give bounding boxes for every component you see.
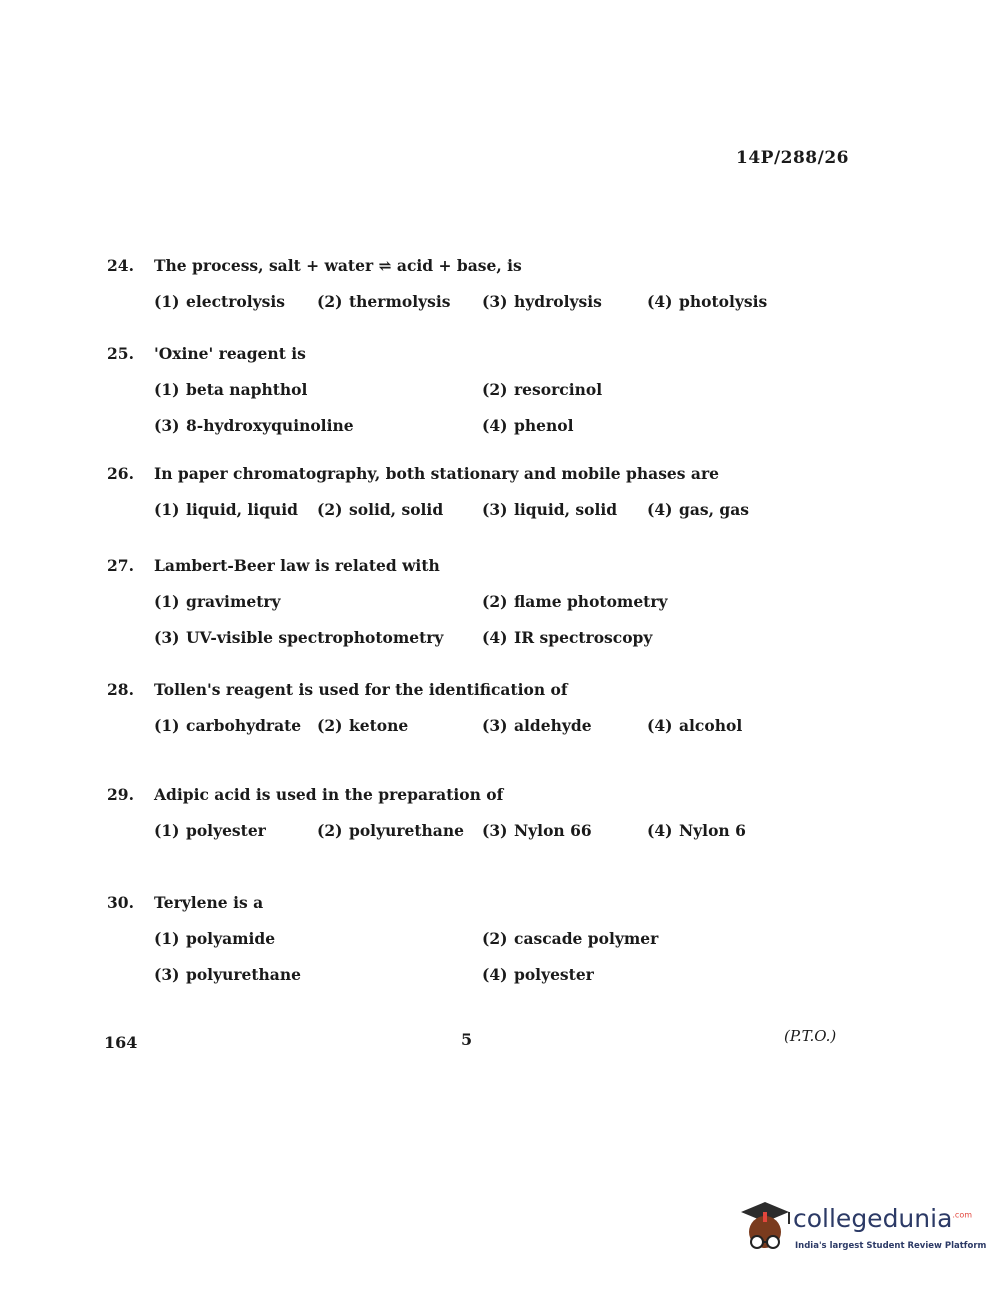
- question-5: [107, 785, 867, 857]
- option-text: aldehyde: [514, 716, 592, 735]
- option-2: [482, 592, 668, 611]
- option-row: [107, 628, 867, 664]
- option-row: [107, 821, 867, 857]
- options: [107, 500, 867, 536]
- option-text: polyamide: [186, 929, 276, 948]
- collegedunia-logo: [735, 1198, 987, 1260]
- option-number: (2): [482, 929, 508, 948]
- option-number: (4): [482, 628, 508, 647]
- option-1: [154, 716, 301, 735]
- question-header: [107, 464, 867, 488]
- question-text: Lambert-Beer law is related with: [154, 556, 440, 575]
- option-1: [154, 821, 266, 840]
- question-number: 27.: [107, 556, 134, 575]
- option-row: [107, 965, 867, 1001]
- option-text: ketone: [349, 716, 409, 735]
- question-2: [107, 464, 867, 536]
- option-3: [482, 821, 592, 840]
- option-row: [107, 292, 867, 328]
- option-text: alcohol: [679, 716, 743, 735]
- option-text: polyester: [186, 821, 266, 840]
- option-number: (2): [482, 380, 508, 399]
- option-3: [154, 628, 443, 647]
- option-number: (4): [647, 500, 673, 519]
- option-number: (1): [154, 292, 180, 311]
- question-header: [107, 785, 867, 809]
- option-row: [107, 716, 867, 752]
- option-text: liquid, solid: [514, 500, 618, 519]
- option-4: [482, 628, 652, 647]
- option-number: (2): [317, 716, 343, 735]
- option-text: solid, solid: [349, 500, 444, 519]
- option-text: gas, gas: [679, 500, 750, 519]
- option-2: [482, 380, 602, 399]
- question-header: [107, 256, 867, 280]
- options: [107, 929, 867, 1001]
- option-text: carbohydrate: [186, 716, 302, 735]
- question-4: [107, 680, 867, 752]
- option-number: (1): [154, 500, 180, 519]
- option-text: polyurethane: [349, 821, 464, 840]
- pto-label: (P.T.O.): [784, 1027, 837, 1045]
- option-number: (1): [154, 380, 180, 399]
- question-number: 24.: [107, 256, 134, 275]
- option-number: (4): [647, 292, 673, 311]
- option-row: [107, 380, 867, 416]
- option-number: (3): [482, 292, 508, 311]
- option-text: Nylon 66: [514, 821, 592, 840]
- question-text: In paper chromatography, both stationary and mobile phases are: [154, 464, 719, 483]
- option-text: polyurethane: [186, 965, 301, 984]
- option-text: beta naphthol: [186, 380, 308, 399]
- option-1: [154, 380, 307, 399]
- option-number: (4): [482, 965, 508, 984]
- option-number: (3): [482, 500, 508, 519]
- question-number: 28.: [107, 680, 134, 699]
- options: [107, 592, 867, 664]
- option-2: [317, 821, 464, 840]
- question-0: [107, 256, 867, 328]
- question-header: [107, 556, 867, 580]
- question-text: Tollen's reagent is used for the identification of: [154, 680, 568, 699]
- option-text: gravimetry: [186, 592, 281, 611]
- option-number: (2): [317, 500, 343, 519]
- option-1: [154, 292, 285, 311]
- option-4: [647, 500, 749, 519]
- option-text: electrolysis: [186, 292, 285, 311]
- option-1: [154, 500, 298, 519]
- option-number: (1): [154, 821, 180, 840]
- question-text: Terylene is a: [154, 893, 264, 912]
- option-2: [317, 500, 443, 519]
- option-text: polyester: [514, 965, 594, 984]
- option-4: [482, 965, 594, 984]
- option-row: [107, 416, 867, 452]
- option-2: [317, 716, 408, 735]
- option-row: [107, 500, 867, 536]
- option-text: phenol: [514, 416, 574, 435]
- option-2: [317, 292, 450, 311]
- option-text: photolysis: [679, 292, 768, 311]
- logo-tagline: India's largest Student Review Platform: [795, 1241, 987, 1251]
- page-number: 5: [461, 1030, 473, 1049]
- option-number: (3): [154, 965, 180, 984]
- logo-name: collegedunia$^{.com}$: [793, 1204, 973, 1233]
- option-text: IR spectroscopy: [514, 628, 653, 647]
- option-number: (3): [482, 821, 508, 840]
- option-text: resorcinol: [514, 380, 603, 399]
- option-row: [107, 592, 867, 628]
- option-4: [647, 292, 767, 311]
- option-3: [482, 292, 602, 311]
- option-number: (3): [154, 416, 180, 435]
- question-text: The process, salt + water ⇌ acid + base, is: [154, 256, 522, 275]
- question-number: 26.: [107, 464, 134, 483]
- option-3: [154, 965, 301, 984]
- option-text: 8-hydroxyquinoline: [186, 416, 354, 435]
- option-1: [154, 592, 281, 611]
- option-number: (4): [482, 416, 508, 435]
- option-number: (2): [482, 592, 508, 611]
- options: [107, 716, 867, 752]
- option-number: (2): [317, 821, 343, 840]
- question-header: [107, 680, 867, 704]
- question-header: [107, 893, 867, 917]
- option-text: Nylon 6: [679, 821, 746, 840]
- option-text: flame photometry: [514, 592, 668, 611]
- footer-left-number: 164: [104, 1033, 138, 1052]
- option-text: UV-visible spectrophotometry: [186, 628, 444, 647]
- option-text: thermolysis: [349, 292, 451, 311]
- option-row: [107, 929, 867, 965]
- question-number: 25.: [107, 344, 134, 363]
- question-6: [107, 893, 867, 1001]
- option-4: [482, 416, 573, 435]
- option-number: (4): [647, 716, 673, 735]
- option-3: [482, 716, 592, 735]
- option-1: [154, 929, 275, 948]
- options: [107, 292, 867, 328]
- paper-code: 14P/288/26: [736, 148, 850, 168]
- option-number: (3): [482, 716, 508, 735]
- option-3: [482, 500, 617, 519]
- options: [107, 380, 867, 452]
- question-number: 29.: [107, 785, 134, 804]
- question-text: 'Oxine' reagent is: [154, 344, 306, 363]
- option-4: [647, 716, 742, 735]
- option-number: (1): [154, 929, 180, 948]
- option-2: [482, 929, 658, 948]
- option-text: liquid, liquid: [186, 500, 299, 519]
- option-text: cascade polymer: [514, 929, 659, 948]
- question-number: 30.: [107, 893, 134, 912]
- mascot-icon: [735, 1198, 793, 1260]
- option-text: hydrolysis: [514, 292, 602, 311]
- options: [107, 821, 867, 857]
- question-3: [107, 556, 867, 664]
- option-number: (2): [317, 292, 343, 311]
- option-4: [647, 821, 746, 840]
- option-3: [154, 416, 354, 435]
- option-number: (3): [154, 628, 180, 647]
- option-number: (4): [647, 821, 673, 840]
- question-1: [107, 344, 867, 452]
- option-number: (1): [154, 716, 180, 735]
- option-number: (1): [154, 592, 180, 611]
- question-text: Adipic acid is used in the preparation of: [154, 785, 504, 804]
- question-header: [107, 344, 867, 368]
